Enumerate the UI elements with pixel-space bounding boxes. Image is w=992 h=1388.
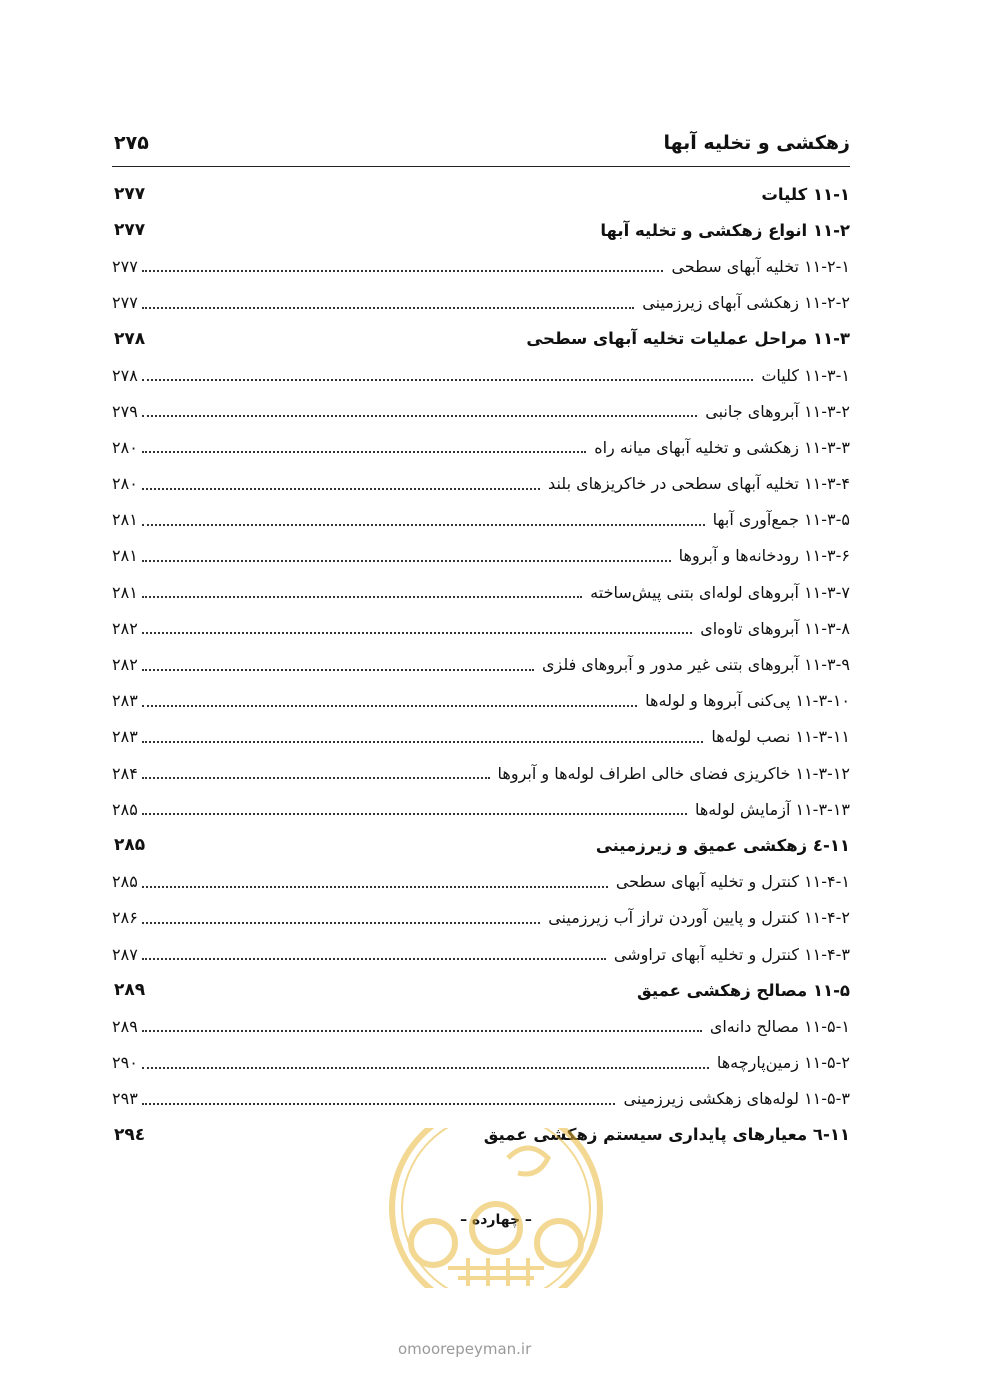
toc-entry-label: ۱۱-٦ معیارهای پایداری سیستم زهکشی عمیق xyxy=(483,1125,850,1145)
chapter-title: زهکشی و تخلیه آبها xyxy=(663,132,850,154)
toc-entry-label: ۱۱-۳-۹ آبروهای بتنی غیر مدور و آبروهای فلزی xyxy=(541,655,850,675)
toc-section-entry xyxy=(112,212,850,248)
toc-entry-label: ۱۱-۳-۱۱ نصب لوله‌ها xyxy=(711,727,850,747)
dot-leader xyxy=(142,705,637,707)
toc-subsection-entry xyxy=(112,1081,850,1117)
toc-entry-page: ۲۸۹ xyxy=(114,980,146,1001)
toc-entry-page: ۲۷۸ xyxy=(112,365,138,385)
toc-entry-page: ۲۸۳ xyxy=(112,727,138,747)
watermark-url: omoorepeyman.ir xyxy=(398,1340,532,1358)
toc-entry-label: ۱۱-۳-۴ تخلیه آبهای سطحی در خاکریزهای بلند xyxy=(548,474,850,494)
toc-subsection-entry xyxy=(112,1045,850,1081)
toc-subsection-entry xyxy=(112,755,850,791)
toc-entry-page: ۲۸۰ xyxy=(112,474,138,494)
toc-entry-label: ۱۱-۳-۲ آبروهای جانبی xyxy=(705,401,850,421)
toc-entry-page: ۲۸۱ xyxy=(112,546,138,566)
toc-subsection-entry xyxy=(112,574,850,610)
toc-entry-page: ۲۸۲ xyxy=(112,655,138,675)
toc-entry-label: ۱۱-۳-۱۰ پی‌کنی آبروها و لوله‌ها xyxy=(645,691,850,711)
toc-subsection-entry xyxy=(112,683,850,719)
dot-leader xyxy=(142,777,490,779)
dot-leader xyxy=(142,524,705,526)
toc-section-entry xyxy=(112,176,850,212)
dot-leader xyxy=(142,560,671,562)
toc-subsection-entry xyxy=(112,285,850,321)
toc-entry-page: ۲۸۱ xyxy=(112,582,138,602)
dot-leader xyxy=(142,958,606,960)
toc-section-entry xyxy=(112,321,850,357)
page-header xyxy=(112,128,850,167)
dot-leader xyxy=(142,488,540,490)
toc-entry-page: ۲۷۷ xyxy=(112,256,138,276)
watermark-seal-icon xyxy=(388,1128,604,1288)
toc-entry-label: ۱۱-۱ کلیات xyxy=(761,184,850,204)
toc-entry-label: ۱۱-۵-۲ زمین‌پارچه‌ها xyxy=(716,1053,850,1073)
dot-leader xyxy=(142,307,634,309)
toc-entry-page: ۲۸۴ xyxy=(112,763,138,783)
toc-entry-page: ۲۸۰ xyxy=(112,437,138,457)
toc-entry-label: ۱۱-۲ انواع زهکشی و تخلیه آبها xyxy=(600,220,850,240)
dot-leader xyxy=(142,1103,616,1105)
toc-subsection-entry xyxy=(112,791,850,827)
toc-entry-label: ۱۱-۳-۱۲ خاکریزی فضای خالی اطراف لوله‌ها و آبروها xyxy=(497,763,850,783)
toc-entry-page: ۲۷۸ xyxy=(114,328,146,349)
chapter-page-number: ۲۷۵ xyxy=(114,132,149,154)
dot-leader xyxy=(142,1030,702,1032)
dot-leader xyxy=(142,379,754,381)
toc-entry-page: ۲۸۵ xyxy=(112,799,138,819)
toc-subsection-entry xyxy=(112,864,850,900)
toc-entry-label: ۱۱-۳-۸ آبروهای تاوه‌ای xyxy=(700,618,850,638)
dot-leader xyxy=(142,1067,709,1069)
toc-entry-label: ۱۱-۲-۲ زهکشی آبهای زیرزمینی xyxy=(642,293,850,313)
dot-leader xyxy=(142,596,582,598)
toc-entry-page: ۲۸۷ xyxy=(112,944,138,964)
toc-subsection-entry xyxy=(112,936,850,972)
toc-entry-page: ۲۷۷ xyxy=(114,220,146,241)
footer-page-label: – چهارده – xyxy=(460,1212,532,1228)
toc-subsection-entry xyxy=(112,502,850,538)
toc-subsection-entry xyxy=(112,900,850,936)
dot-leader xyxy=(142,270,664,272)
toc-entry-page: ۲۹۳ xyxy=(112,1089,138,1109)
table-of-contents xyxy=(112,176,850,1153)
dot-leader xyxy=(142,922,540,924)
toc-entry-label: ۱۱-۴-۱ کنترل و تخلیه آبهای سطحی xyxy=(615,872,850,892)
toc-entry-label: ۱۱-۳-۱ کلیات xyxy=(761,365,850,385)
toc-entry-page: ۲۷۷ xyxy=(114,184,146,205)
toc-entry-label: ۱۱-۳-۵ جمع‌آوری آبها xyxy=(712,510,850,530)
toc-entry-label: ۱۱-۵-۱ مصالح دانه‌ای xyxy=(709,1016,850,1036)
toc-entry-page: ۲۸۲ xyxy=(112,618,138,638)
toc-entry-label: ۱۱-۳-۱۳ آزمایش لوله‌ها xyxy=(694,799,850,819)
toc-subsection-entry xyxy=(112,1008,850,1044)
dot-leader xyxy=(142,451,586,453)
toc-entry-label: ۱۱-۳-۳ زهکشی و تخلیه آبهای میانه راه xyxy=(594,437,850,457)
toc-entry-label: ۱۱-۴-۳ کنترل و تخلیه آبهای تراوشی xyxy=(613,944,850,964)
toc-subsection-entry xyxy=(112,357,850,393)
toc-entry-label: ۱۱-۴-۲ کنترل و پایین آوردن تراز آب زیرزمینی xyxy=(548,908,850,928)
toc-entry-page: ۲۸۹ xyxy=(112,1016,138,1036)
toc-entry-page: ۲۸۱ xyxy=(112,510,138,530)
dot-leader xyxy=(142,415,697,417)
toc-entry-label: ۱۱-۵ مصالح زهکشی عمیق xyxy=(636,980,850,1000)
toc-entry-label: ۱۱-۵-۳ لوله‌های زهکشی زیرزمینی xyxy=(623,1089,850,1109)
toc-entry-page: ۲۷۹ xyxy=(112,401,138,421)
dot-leader xyxy=(142,669,534,671)
toc-entry-page: ۲۹۰ xyxy=(112,1053,138,1073)
toc-entry-label: ۱۱-٤ زهکشی عمیق و زیرزمینی xyxy=(595,835,850,855)
toc-entry-label: ۱۱-۳ مراحل عملیات تخلیه آبهای سطحی xyxy=(526,329,850,349)
toc-section-entry xyxy=(112,972,850,1008)
toc-entry-page: ۲۹٤ xyxy=(114,1124,146,1145)
dot-leader xyxy=(142,813,687,815)
toc-entry-page: ۲۷۷ xyxy=(112,293,138,313)
toc-subsection-entry xyxy=(112,248,850,284)
toc-subsection-entry xyxy=(112,538,850,574)
toc-entry-page: ۲۸۶ xyxy=(112,908,138,928)
toc-entry-page: ۲۸۳ xyxy=(112,691,138,711)
toc-subsection-entry xyxy=(112,393,850,429)
dot-leader xyxy=(142,886,608,888)
toc-entry-label: ۱۱-۳-۶ رودخانه‌ها و آبروها xyxy=(678,546,850,566)
toc-entry-page: ۲۸۵ xyxy=(112,872,138,892)
dot-leader xyxy=(142,741,704,743)
toc-subsection-entry xyxy=(112,719,850,755)
toc-subsection-entry xyxy=(112,466,850,502)
toc-section-entry xyxy=(112,827,850,863)
dot-leader xyxy=(142,632,692,634)
toc-entry-label: ۱۱-۳-۷ آبروهای لوله‌ای بتنی پیش‌ساخته xyxy=(590,582,850,602)
toc-subsection-entry xyxy=(112,646,850,682)
toc-subsection-entry xyxy=(112,429,850,465)
toc-entry-label: ۱۱-۲-۱ تخلیه آبهای سطحی xyxy=(671,256,850,276)
toc-entry-page: ۲۸۵ xyxy=(114,835,146,856)
toc-subsection-entry xyxy=(112,610,850,646)
